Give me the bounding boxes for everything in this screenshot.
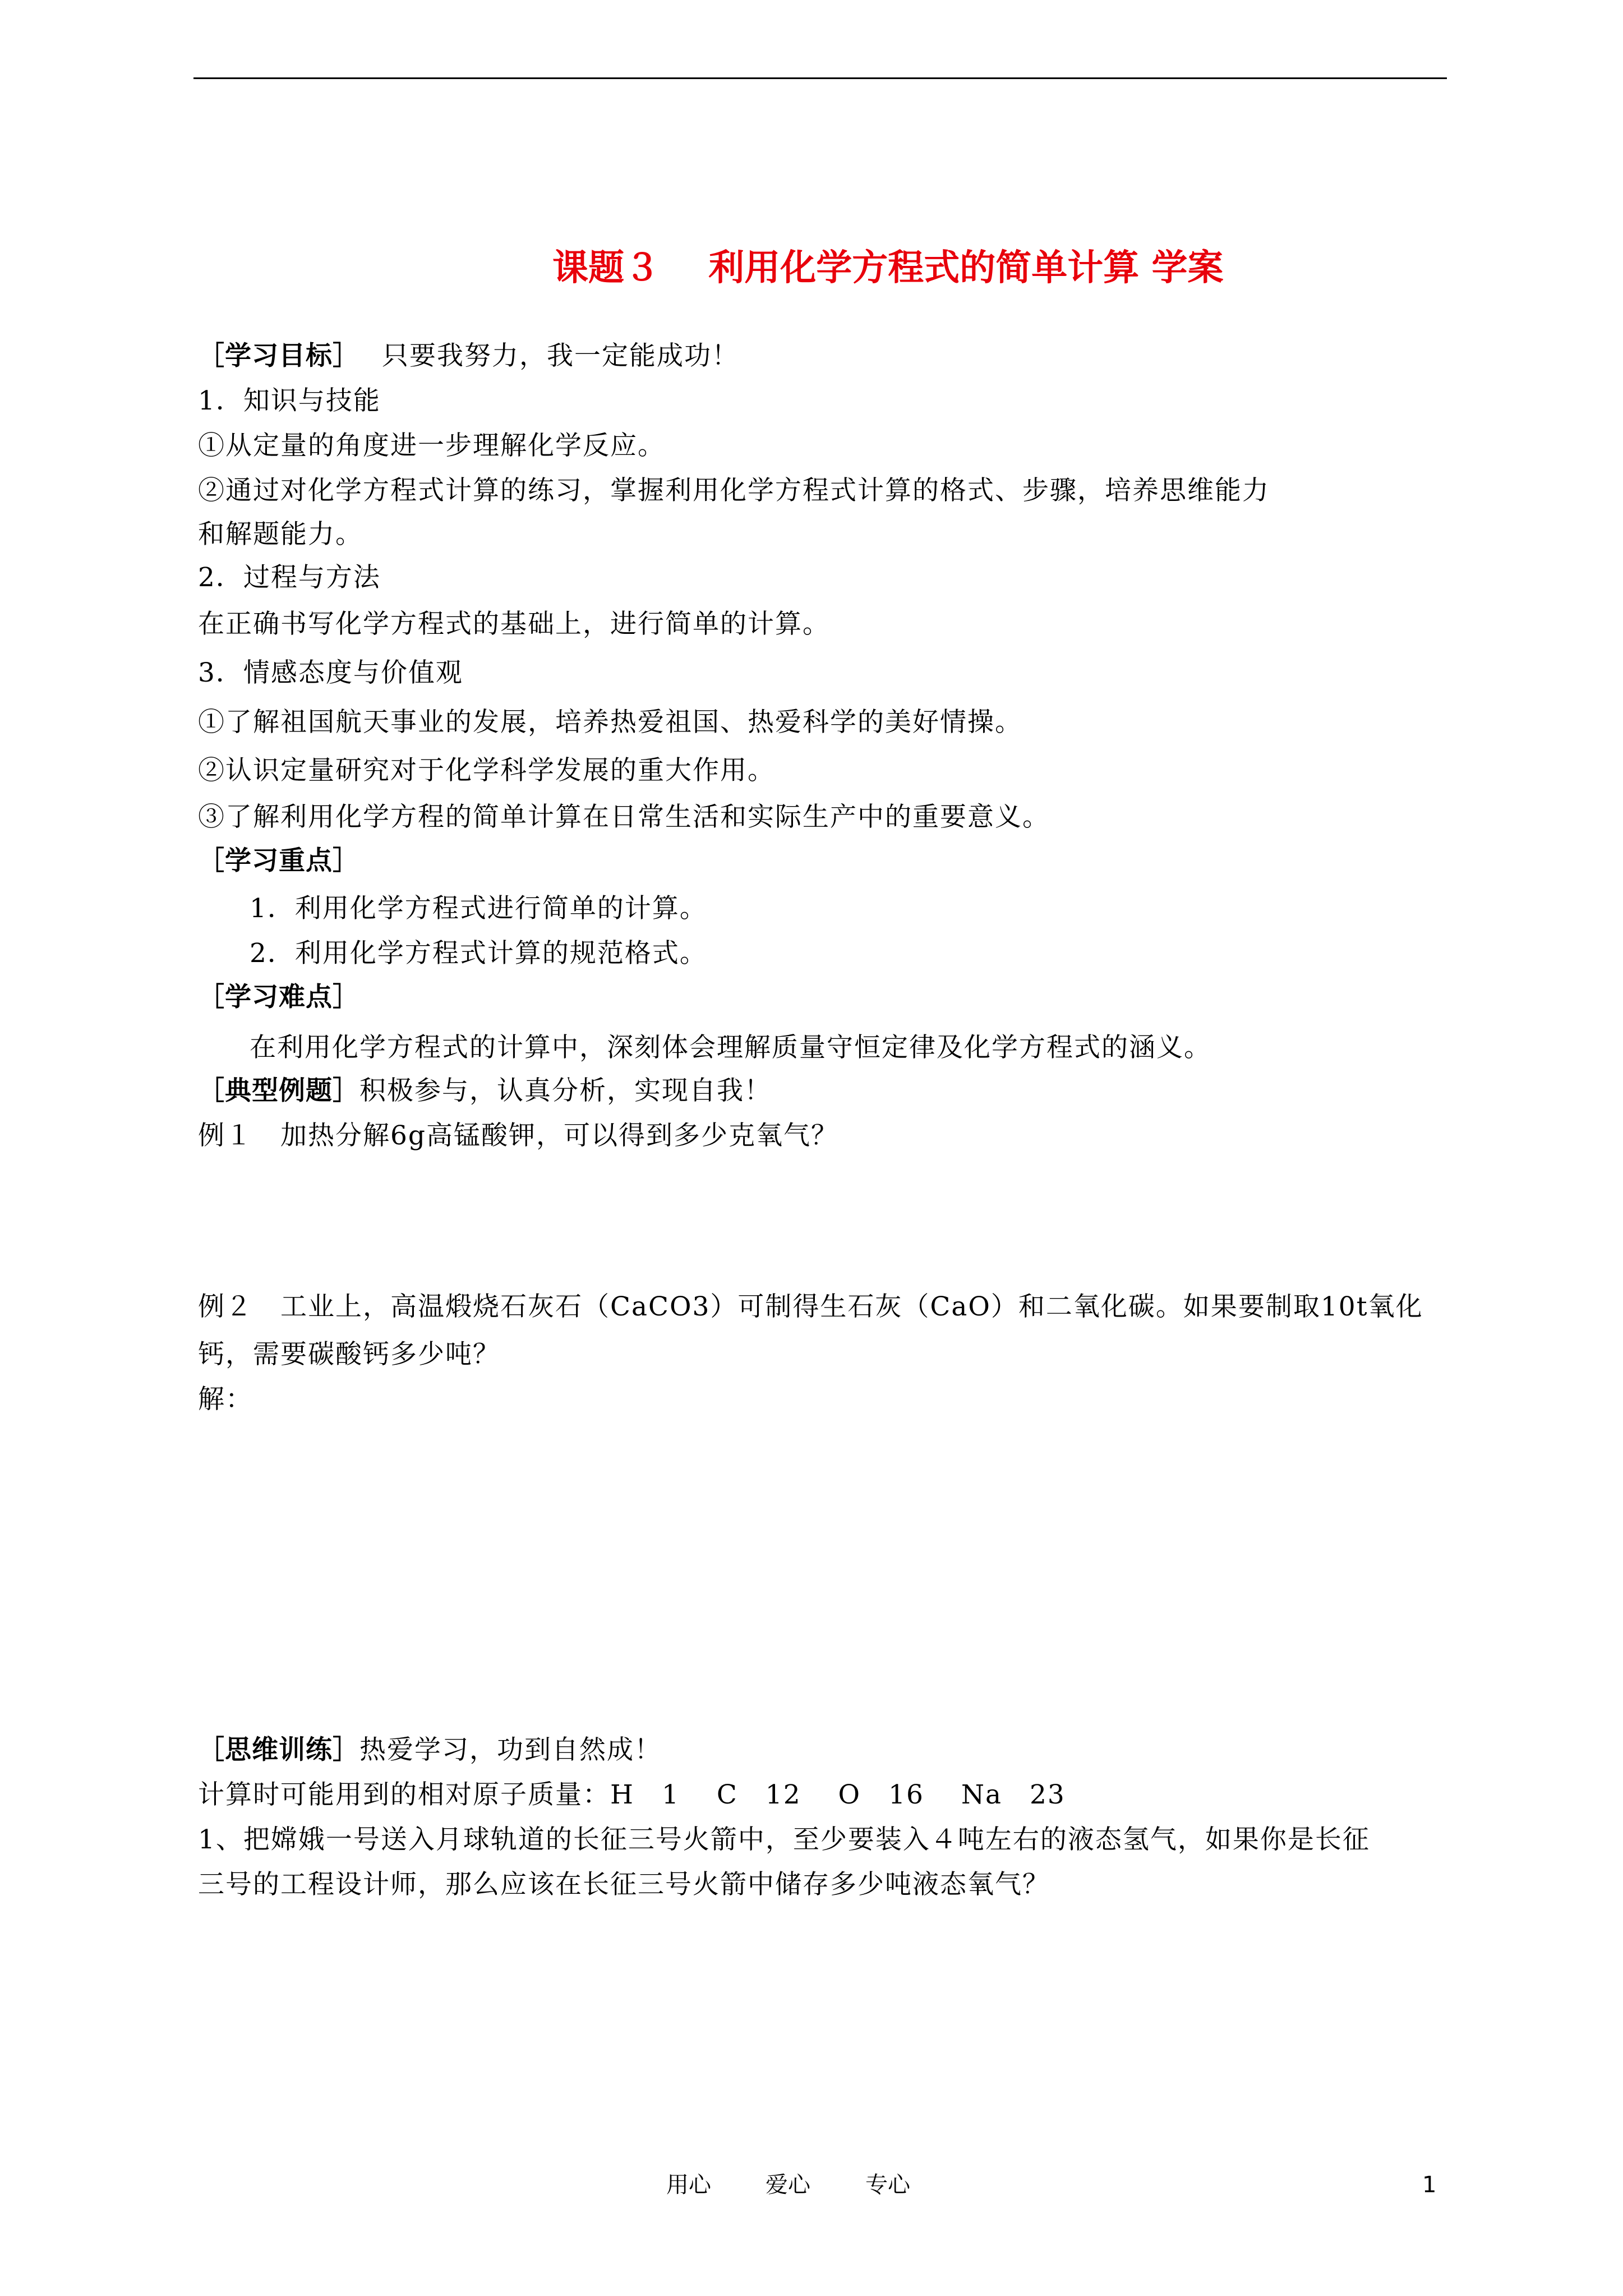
objectives-row [198, 339, 739, 373]
document-title: 课题３ 利用化学方程式的简单计算 学案 [552, 247, 1224, 289]
knowledge-heading: 1．知识与技能 [198, 385, 381, 416]
emotion-item-1: ①了解祖国航天事业的发展，培养热爱祖国、热爱科学的美好情操。 [198, 707, 1022, 738]
objectives-heading: ［学习目标］ [198, 341, 359, 371]
examples-heading: ［典型例题］ [198, 1075, 359, 1106]
example-2-line-2: 钙，需要碳酸钙多少吨？ [198, 1339, 500, 1370]
key-points-heading: ［学习重点］ [198, 845, 359, 876]
process-item-1: 在正确书写化学方程式的基础上，进行简单的计算。 [198, 609, 830, 639]
process-heading: 2．过程与方法 [198, 562, 381, 593]
key-point-2: 2．利用化学方程式计算的规范格式。 [250, 938, 707, 969]
question-1-line-1: 1、把嫦娥一号送入月球轨道的长征三号火箭中，至少要装入４吨左右的液态氢气，如果你是长征 [198, 1824, 1370, 1855]
knowledge-item-2-line-1: ②通过对化学方程式计算的练习，掌握利用化学方程式计算的格式、步骤，培养思维能力 [198, 475, 1270, 506]
example-1: 例１ 加热分解6g高锰酸钾，可以得到多少克氧气？ [198, 1120, 838, 1151]
training-motto: 热爱学习，功到自然成！ [359, 1734, 662, 1765]
objectives-motto: 只要我努力，我一定能成功！ [382, 341, 739, 371]
emotion-heading: 3．情感态度与价值观 [198, 657, 463, 688]
header-rule [193, 77, 1447, 79]
key-point-1: 1．利用化学方程式进行简单的计算。 [250, 893, 707, 924]
training-row [198, 1733, 662, 1767]
examples-row [198, 1074, 772, 1108]
examples-motto: 积极参与，认真分析，实现自我！ [359, 1075, 772, 1106]
difficulties-heading: ［学习难点］ [198, 982, 359, 1013]
example-2-solution-label: 解： [198, 1384, 253, 1415]
page-number: 1 [1422, 2172, 1437, 2198]
training-heading: ［思维训练］ [198, 1734, 359, 1765]
question-1-line-2: 三号的工程设计师，那么应该在长征三号火箭中储存多少吨液态氧气？ [198, 1869, 1050, 1900]
knowledge-item-2-line-2: 和解题能力。 [198, 519, 363, 550]
footer-motto-2: 爱心 [766, 2172, 810, 2198]
difficulties-text: 在利用化学方程式的计算中，深刻体会理解质量守恒定律及化学方程式的涵义。 [250, 1032, 1211, 1063]
emotion-item-3: ③了解利用化学方程的简单计算在日常生活和实际生产中的重要意义。 [198, 802, 1050, 832]
example-2-line-1: 例２ 工业上，高温煅烧石灰石（CaCO3）可制得生石灰（CaO）和二氧化碳。如果要制取10t氧化 [198, 1291, 1423, 1322]
atomic-masses: 计算时可能用到的相对原子质量：H 1 C 12 O 16 Na 23 [198, 1779, 1066, 1810]
footer-motto-1: 用心 [666, 2172, 711, 2198]
knowledge-item-1: ①从定量的角度进一步理解化学反应。 [198, 430, 665, 461]
emotion-item-2: ②认识定量研究对于化学科学发展的重大作用。 [198, 755, 775, 786]
footer-motto-3: 专心 [865, 2172, 910, 2198]
